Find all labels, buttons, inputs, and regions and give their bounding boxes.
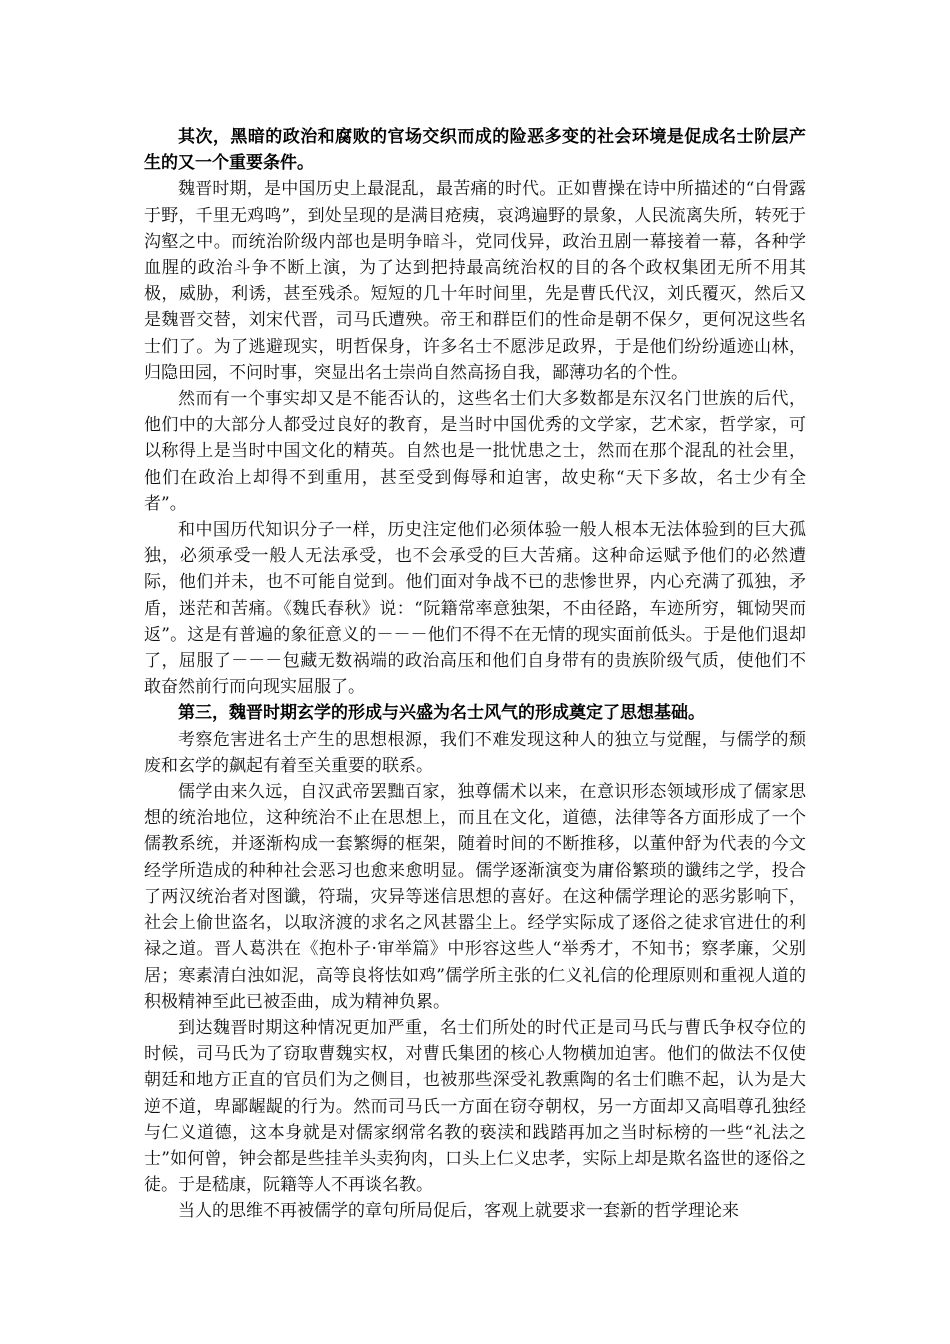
paragraph-new-philosophy: 当人的思维不再被儒学的章句所局促后，客观上就要求一套新的哲学理论来 <box>178 1201 739 1222</box>
paragraph-loneliness: 和中国历代知识分子一样，历史注定他们必须体验一般人根本无法体验到的巨大孤独，必须承受一般人无法承受，也不会承受的巨大苦痛。这种命运赋予他们的必然遭际，他们并未，也不可能自觉到。他们面对争战不已的悲惨世界，内心充满了孤独，矛盾，迷茫和苦痛。《魏氏春秋》说：“阮籍常率意独架，不由径路，车迹所穷，辄恸哭而返”。这是有普遍的象征意义的－－－他们不得不在无情的现实面前低头。于是他们退却了，屈服了－－－包藏无数祸端的政治高压和他们自身带有的贵族阶级气质，使他们不敢奋然前行而向现实屈服了。 <box>144 520 806 698</box>
paragraph-confucianism-history: 儒学由来久远，自汉武帝罢黜百家，独尊儒术以来，在意识形态领域形成了儒家思想的统治地位，这种统治不止在思想上，而且在文化，道德，法律等各方面形成了一个儒教系统，并逐渐构成一套繁缛的框架，随着时间的不断推移，以董仲舒为代表的今文经学所造成的种种社会恶习也愈来愈明显。儒学逐渐演变为庸俗繁琐的谶纬之学，投合了两汉统治者对图谶，符瑞，灾异等迷信思想的喜好。在这种儒学理论的恶劣影响下，社会上偷世盗名，以取济渡的求名之风甚嚣尘上。经学实际成了逐俗之徒求官进仕的利禄之道。晋人葛洪在《抱朴子·审举篇》中形容这些人“举秀才，不知书；察孝廉，父别居；寒素清白浊如泥，高等良将怯如鸡”儒学所主张的仁义礼信的伦理原则和重视人道的积极精神至此已被歪曲，成为精神负累。 <box>144 782 806 1012</box>
paragraph-sima-clan: 到达魏晋时期这种情况更加严重，名士们所处的时代正是司马氏与曹氏争权夺位的时候，司马氏为了窃取曹魏实权，对曹氏集团的核心人物横加迫害。他们的做法不仅使朝廷和地方正直的官员们为之侧目，也被那些深受礼教熏陶的名士们瞧不起，认为是大逆不道，卑鄙龌龊的行为。然而司马氏一方面在窃夺朝权，另一方面却又高唱尊孔独经与仁义道德，这本身就是对儒家纲常名教的亵渎和践踏再加之当时标榜的一些“礼法之士”如何曾，钟会都是些挂羊头卖狗肉，口头上仁义忠孝，实际上却是欺名盗世的逐俗之徒。于是嵇康，阮籍等人不再谈名教。 <box>144 1017 806 1196</box>
paragraph-elite-background: 然而有一个事实却又是不能否认的，这些名士们大多数都是东汉名门世族的后代，他们中的大部分人都受过良好的教育，是当时中国优秀的文学家，艺术家，哲学家，可以称得上是当时中国文化的精英。自然也是一批忧患之士，然而在那个混乱的社会里，他们在政治上却得不到重用，甚至受到侮辱和迫害，故史称“天下多故，名士少有全者”。 <box>144 389 806 514</box>
section-heading-second-condition: 其次，黑暗的政治和腐败的官场交织而成的险恶多变的社会环境是促成名士阶层产生的又一个重要条件。 <box>144 127 806 174</box>
paragraph-weijin-chaos: 魏晋时期，是中国历史上最混乱，最苦痛的时代。正如曹操在诗中所描述的“白骨露于野，千里无鸡鸣”，到处呈现的是满目疮痍，哀鸿遍野的景象，人民流离失所，转死于沟壑之中。而统治阶级内部也是明争暗斗，党同伐异，政治丑剧一幕接着一幕，各种学血腥的政治斗争不断上演，为了达到把持最高统治权的目的各个政权集团无所不用其极，威胁，利诱，甚至残杀。短短的几十年时间里，先是曹氏代汉，刘氏覆灭，然后又是魏晋交替，刘宋代晋，司马氏遭殃。帝王和群臣们的性命是朝不保夕，更何况这些名士们了。为了逃避现实，明哲保身，许多名士不愿涉足政界，于是他们纷纷遁迹山林，归隐田园，不问时事，突显出名士崇尚自然高扬自我，鄙薄功名的个性。 <box>144 179 806 383</box>
paragraph-ideological-roots: 考察危害进名士产生的思想根源，我们不难发现这种人的独立与觉醒，与儒学的颓废和玄学的飙起有着至关重要的联系。 <box>144 729 806 776</box>
section-heading-third-xuanxue: 第三，魏晋时期玄学的形成与兴盛为名士风气的形成奠定了思想基础。 <box>178 703 705 724</box>
document-body <box>144 124 806 1225</box>
